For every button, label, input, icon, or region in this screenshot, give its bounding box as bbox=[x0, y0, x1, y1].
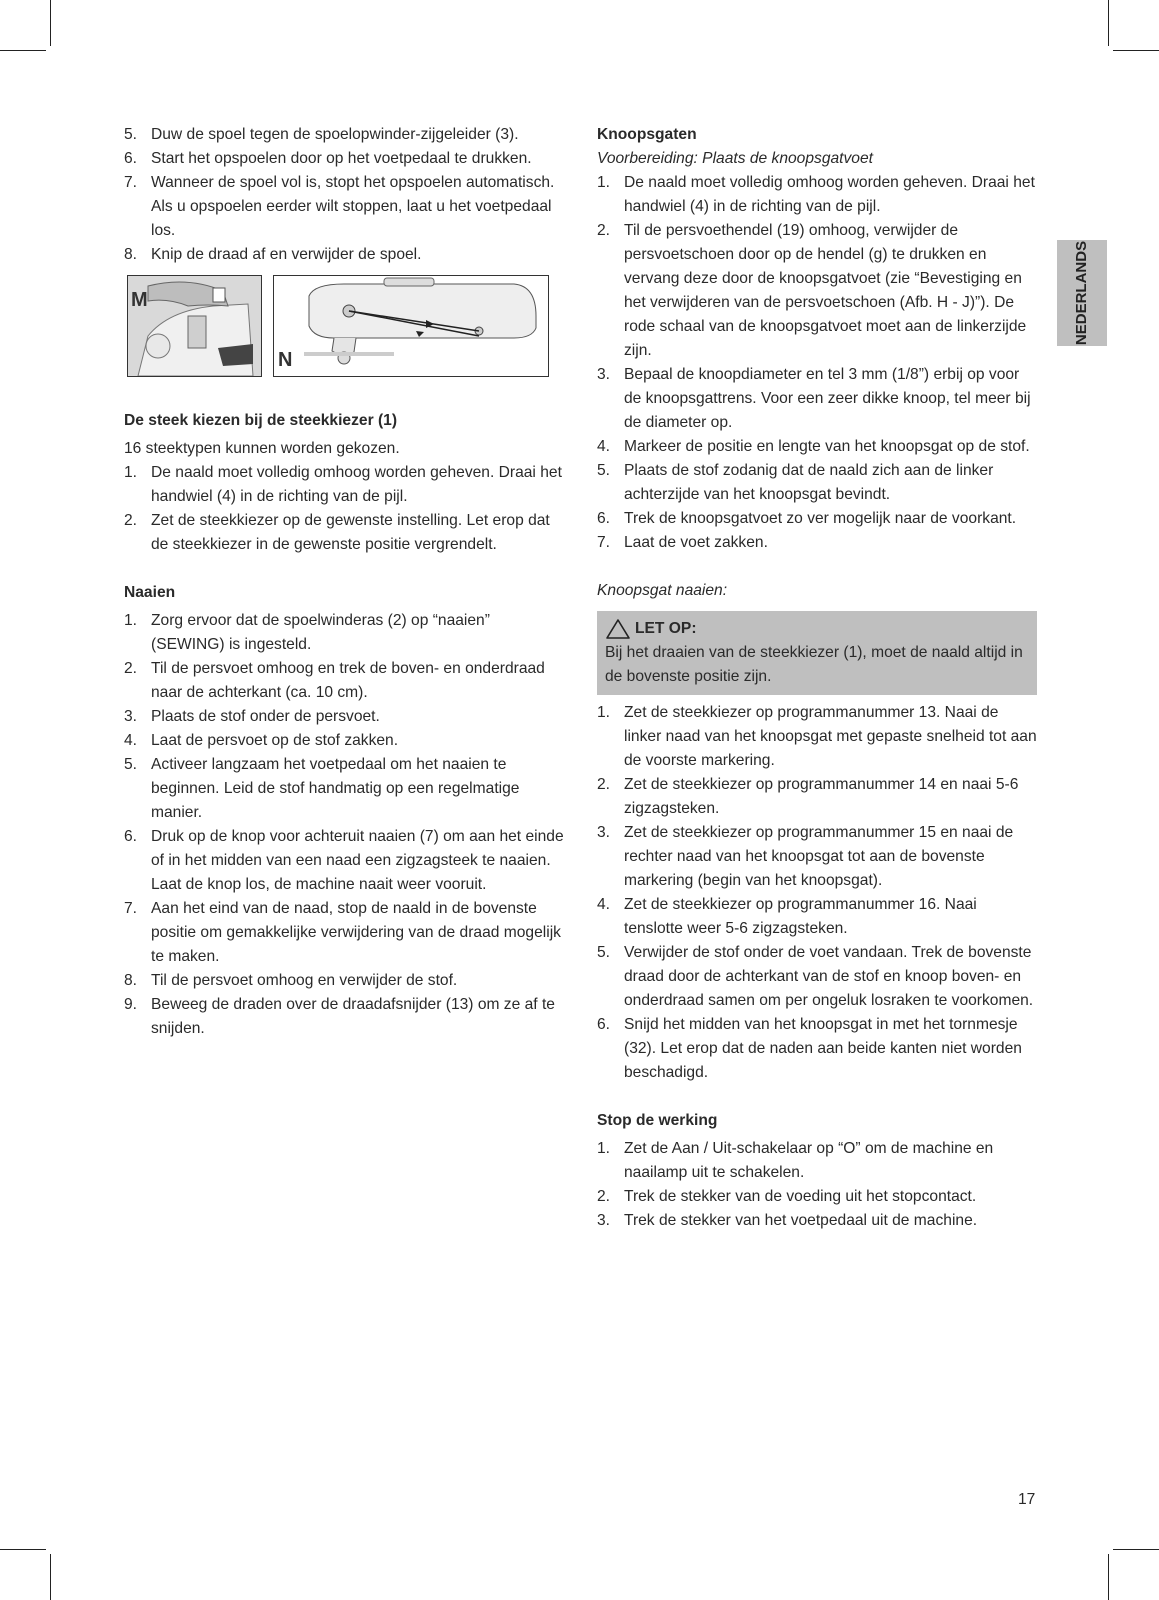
list-item: 1. Zet de steekkiezer op programmanummer 13. Naai de linker naad van het knoopsgat met gepaste snelheid tot aan de voorste markering. bbox=[597, 704, 1037, 769]
list-item: 4. Markeer de positie en lengte van het knoopsgat op de stof. bbox=[597, 438, 1030, 455]
list-item: 2. Trek de stekker van de voeding uit het stopcontact. bbox=[597, 1188, 977, 1205]
notice-text: Bij het draaien van de steekkiezer (1), moet de naald altijd in de bovenste positie zijn. bbox=[605, 644, 1023, 685]
list-item: 4. Laat de persvoet op de stof zakken. bbox=[124, 732, 399, 749]
section-title-sewing: Naaien bbox=[124, 584, 176, 601]
list-item: 5. Verwijder de stof onder de voet vandaan. Trek de bovenste draad door de achterkant van de stof en knoop boven- en onderdraad samen om per ongeluk losraken te voorkomen. bbox=[597, 944, 1034, 1009]
list-item: 8. Knip de draad af en verwijder de spoel. bbox=[124, 246, 422, 263]
crop-mark bbox=[0, 50, 46, 51]
crop-mark bbox=[1113, 50, 1159, 51]
buttonhole-prep-steps-list bbox=[597, 171, 1037, 555]
buttonhole-prep: Voorbereiding: Plaats de knoopsgatvoet bbox=[597, 150, 873, 167]
list-item: 6. Snijd het midden van het knoopsgat in met het tornmesje (32). Let erop dat de naden aan beide kanten niet worden beschadigd. bbox=[597, 1016, 1022, 1081]
list-item: 6. Trek de knoopsgatvoet zo ver mogelijk naar de voorkant. bbox=[597, 510, 1017, 527]
sewing-machine-hand-illustration bbox=[128, 276, 261, 376]
list-item: 2. Til de persvoethendel (19) omhoog, verwijder de persvoetschoen door op de hendel (g) te drukken en vervang deze door de knoopsgatvoet (zie “Bevestiging en het verwijderen van de persvoetschoen (Afb. H - J)”). De rode schaal van de knoopsgatvoet moet aan de linkerzijde zijn. bbox=[597, 222, 1027, 359]
list-item: 1. De naald moet volledig omhoog worden geheven. Draai het handwiel (4) in de richting van de pijl. bbox=[124, 464, 562, 505]
section-title-buttonholes: Knoopsgaten bbox=[597, 126, 697, 143]
list-item: 8. Til de persvoet omhoog en verwijder de stof. bbox=[124, 972, 458, 989]
stitch-steps-list bbox=[124, 461, 564, 557]
right-column bbox=[597, 123, 1037, 1233]
section-title-stitch: De steek kiezen bij de steekkiezer (1) bbox=[124, 412, 398, 429]
list-item: 3. Bepaal de knoopdiameter en tel 3 mm (1/8”) erbij op voor de knoopsgattrens. Voor een zeer dikke knoop, tel meer bij de diameter op. bbox=[597, 366, 1031, 431]
list-item: 1. Zorg ervoor dat de spoelwinderas (2) op “naaien” (SEWING) is ingesteld. bbox=[124, 612, 490, 653]
list-item: 4. Zet de steekkiezer op programmanummer 16. Naai tenslotte weer 5-6 zigzagsteken. bbox=[597, 896, 977, 937]
language-tab-label: NEDERLANDS bbox=[1073, 240, 1090, 346]
list-item: 3. Zet de steekkiezer op programmanummer 15 en naai de rechter naad van het knoopsgat tot aan de bovenste markering (begin van het knoopsgat). bbox=[597, 824, 1014, 889]
crop-mark bbox=[1108, 1554, 1109, 1600]
list-item: 7. Laat de voet zakken. bbox=[597, 534, 768, 551]
list-item: 7. Wanneer de spoel vol is, stopt het opspoelen automatisch. Als u opspoelen eerder wilt stoppen, laat u het voetpedaal los. bbox=[124, 174, 555, 239]
sewing-steps-list bbox=[124, 609, 564, 1041]
crop-mark bbox=[50, 1554, 51, 1600]
crop-mark bbox=[50, 0, 51, 46]
page-number: 17 bbox=[1018, 1491, 1036, 1508]
list-item: 2. Zet de steekkiezer op de gewenste instelling. Let erop dat de steekkiezer in de gewenste positie vergrendelt. bbox=[124, 512, 550, 553]
left-column bbox=[124, 123, 564, 1041]
stitch-intro: 16 steektypen kunnen worden gekozen. bbox=[124, 440, 400, 457]
list-item: 1. De naald moet volledig omhoog worden geheven. Draai het handwiel (4) in de richting van de pijl. bbox=[597, 174, 1035, 215]
list-item: 2. Zet de steekkiezer op programmanummer 14 en naai 5-6 zigzagsteken. bbox=[597, 776, 1019, 817]
warning-icon bbox=[605, 618, 631, 640]
figure-m: M bbox=[127, 275, 262, 377]
list-item: 3. Plaats de stof onder de persvoet. bbox=[124, 708, 380, 725]
section-title-stop: Stop de werking bbox=[597, 1112, 718, 1129]
list-item: 2. Til de persvoet omhoog en trek de boven- en onderdraad naar de achterkant (ca. 10 cm). bbox=[124, 660, 545, 701]
list-item: 6. Start het opspoelen door op het voetpedaal te drukken. bbox=[124, 150, 532, 167]
figures-row bbox=[127, 275, 564, 377]
stop-steps-list bbox=[597, 1137, 1037, 1233]
crop-mark bbox=[1113, 1549, 1159, 1550]
language-tab bbox=[1057, 240, 1107, 346]
list-item: 6. Druk op de knop voor achteruit naaien (7) om aan het einde of in het midden van een naad een zigzagsteek te naaien. Laat de knop los, de machine naait weer vooruit. bbox=[124, 828, 564, 893]
notice-title: LET OP: bbox=[635, 620, 697, 637]
crop-mark bbox=[1108, 0, 1109, 46]
list-item: 1. Zet de Aan / Uit-schakelaar op “O” om de machine en naailamp uit te schakelen. bbox=[597, 1140, 994, 1181]
machine-top-view-illustration bbox=[274, 276, 548, 376]
notice-box bbox=[597, 611, 1037, 695]
buttonhole-sew-steps-list bbox=[597, 701, 1037, 1085]
list-item: 9. Beweeg de draden over de draadafsnijder (13) om ze af te snijden. bbox=[124, 996, 555, 1037]
crop-mark bbox=[0, 1549, 46, 1550]
list-item: 5. Plaats de stof zodanig dat de naald zich aan de linker achterzijde van het knoopsgat bevindt. bbox=[597, 462, 994, 503]
list-item: 7. Aan het eind van de naad, stop de naald in de bovenste positie om gemakkelijke verwijdering van de draad mogelijk te maken. bbox=[124, 900, 561, 965]
bobbin-steps-list bbox=[124, 123, 564, 267]
list-item: 3. Trek de stekker van het voetpedaal uit de machine. bbox=[597, 1212, 978, 1229]
buttonhole-sew-label: Knoopsgat naaien: bbox=[597, 582, 728, 599]
figure-n: N bbox=[273, 275, 549, 377]
list-item: 5. Activeer langzaam het voetpedaal om het naaien te beginnen. Leid de stof handmatig op een regelmatige manier. bbox=[124, 756, 520, 821]
list-item: 5. Duw de spoel tegen de spoelopwinder-zijgeleider (3). bbox=[124, 126, 519, 143]
